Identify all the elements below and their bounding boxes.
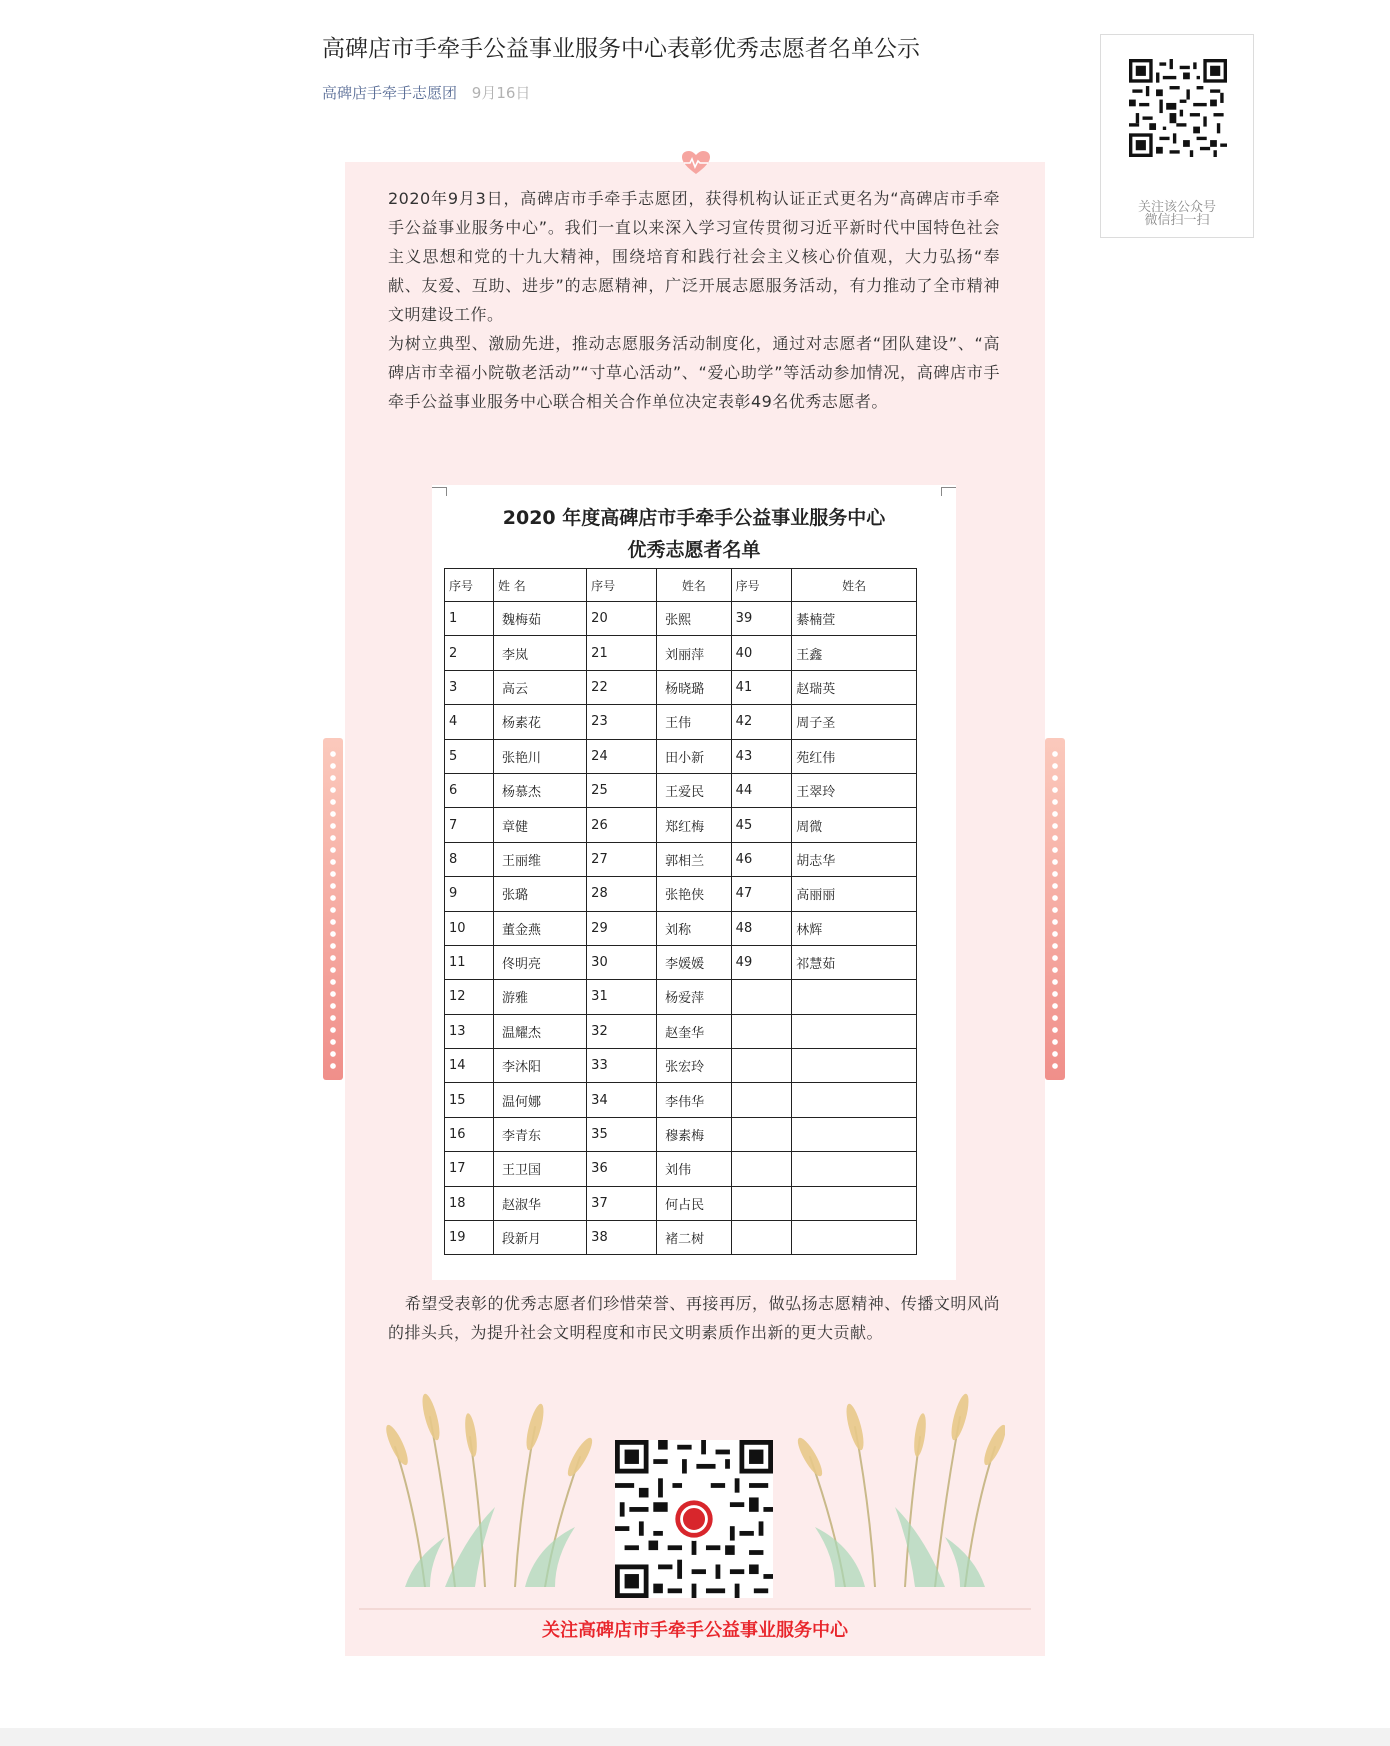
serial-number-cell: 44 [731, 773, 792, 807]
table-row [445, 1083, 917, 1117]
volunteer-name-cell: 张熙 [657, 602, 732, 636]
serial-number-cell [731, 1186, 792, 1220]
volunteer-name-cell [792, 1152, 917, 1186]
volunteer-name-cell: 郑红梅 [657, 808, 732, 842]
volunteer-name-cell: 温耀杰 [493, 1014, 586, 1048]
volunteer-name-cell: 杨慕杰 [493, 773, 586, 807]
serial-number-cell: 37 [587, 1186, 657, 1220]
table-header-row [445, 569, 917, 602]
volunteer-name-cell: 李青东 [493, 1117, 586, 1151]
volunteer-name-cell [792, 1083, 917, 1117]
volunteer-name-cell: 祁慧茹 [792, 945, 917, 979]
decorative-strip-left [323, 738, 343, 1080]
qr-code-icon [1129, 59, 1227, 157]
award-paragraph: 为树立典型、激励先进，推动志愿服务活动制度化，通过对志愿者“团队建设”、“高碑店市幸福小院敬老活动”“寸草心活动”、“爱心助学”等活动参加情况，高碑店市手牵手公益事业服务中心联合相关合作单位决定表彰49名优秀志愿者。 [388, 334, 1000, 411]
serial-number-cell: 45 [731, 808, 792, 842]
volunteer-name-cell: 周子圣 [792, 705, 917, 739]
volunteer-name-cell [792, 1014, 917, 1048]
serial-number-cell: 49 [731, 945, 792, 979]
article-title: 高碑店市手牵手公益事业服务中心表彰优秀志愿者名单公示 [322, 36, 920, 62]
serial-number-cell: 29 [587, 911, 657, 945]
table-row [445, 1152, 917, 1186]
volunteer-name-cell: 刘称 [657, 911, 732, 945]
serial-number-cell: 32 [587, 1014, 657, 1048]
serial-number-cell: 13 [445, 1014, 494, 1048]
table-row [445, 842, 917, 876]
serial-number-cell: 22 [587, 670, 657, 704]
serial-number-cell: 5 [445, 739, 494, 773]
volunteer-name-cell [792, 1049, 917, 1083]
volunteer-name-cell: 穆素梅 [657, 1117, 732, 1151]
volunteer-name-cell [792, 1221, 917, 1255]
serial-number-cell: 4 [445, 705, 494, 739]
table-row [445, 1117, 917, 1151]
table-row [445, 1186, 917, 1220]
volunteer-name-cell: 段新月 [493, 1221, 586, 1255]
volunteer-name-cell: 李伟华 [657, 1083, 732, 1117]
volunteer-name-cell: 张璐 [493, 877, 586, 911]
volunteer-name-cell: 魏梅茹 [493, 602, 586, 636]
follow-account-text: 关注高碑店市手牵手公益事业服务中心 [542, 1620, 848, 1641]
qr-code-icon [615, 1440, 773, 1598]
closing-paragraph: 希望受表彰的优秀志愿者们珍惜荣誉、再接再厉，做弘扬志愿精神、传播文明风尚的排头兵，为提升社会文明程度和市民文明素质作出新的更大贡献。 [388, 1294, 1000, 1342]
author-link[interactable]: 高碑店手牵手志愿团 [322, 84, 458, 102]
heart-icon [681, 150, 711, 176]
qr-caption-scan: 微信扫一扫 [1144, 213, 1210, 228]
table-row [445, 945, 917, 979]
serial-number-cell: 47 [731, 877, 792, 911]
volunteer-name-cell: 周微 [792, 808, 917, 842]
table-row [445, 1014, 917, 1048]
article-meta [322, 82, 530, 103]
serial-number-cell: 27 [587, 842, 657, 876]
serial-number-cell: 26 [587, 808, 657, 842]
serial-number-cell: 10 [445, 911, 494, 945]
serial-number-cell: 36 [587, 1152, 657, 1186]
serial-number-cell [731, 1049, 792, 1083]
volunteer-name-cell: 章健 [493, 808, 586, 842]
volunteer-name-cell [792, 1186, 917, 1220]
serial-number-cell: 24 [587, 739, 657, 773]
serial-number-cell: 33 [587, 1049, 657, 1083]
volunteer-name-cell: 赵奎华 [657, 1014, 732, 1048]
volunteer-name-cell [792, 980, 917, 1014]
serial-number-cell: 17 [445, 1152, 494, 1186]
serial-number-cell: 15 [445, 1083, 494, 1117]
volunteer-name-cell: 王卫国 [493, 1152, 586, 1186]
volunteer-name-cell: 何占民 [657, 1186, 732, 1220]
serial-number-cell: 20 [587, 602, 657, 636]
volunteer-name-cell: 游雅 [493, 980, 586, 1014]
volunteer-name-cell: 刘伟 [657, 1152, 732, 1186]
serial-number-cell: 21 [587, 636, 657, 670]
decorative-strip-right [1045, 738, 1065, 1080]
volunteer-list-image [432, 485, 956, 1280]
serial-number-cell: 46 [731, 842, 792, 876]
volunteer-name-cell [792, 1117, 917, 1151]
serial-number-cell: 43 [731, 739, 792, 773]
serial-number-cell: 14 [445, 1049, 494, 1083]
serial-number-cell [731, 1014, 792, 1048]
volunteer-name-cell: 高云 [493, 670, 586, 704]
volunteer-name-cell: 董金燕 [493, 911, 586, 945]
table-row [445, 602, 917, 636]
volunteer-name-cell: 张艳侠 [657, 877, 732, 911]
serial-number-cell: 2 [445, 636, 494, 670]
serial-number-cell [731, 980, 792, 1014]
serial-number-cell [731, 1083, 792, 1117]
volunteer-name-cell: 杨素花 [493, 705, 586, 739]
volunteer-name-cell: 王翠玲 [792, 773, 917, 807]
volunteer-name-cell: 王丽维 [493, 842, 586, 876]
volunteer-name-cell: 王伟 [657, 705, 732, 739]
table-header-cell: 序号 [587, 569, 657, 602]
serial-number-cell [731, 1221, 792, 1255]
qr-caption-follow: 关注该公众号 [1137, 200, 1216, 215]
table-header-cell: 姓名 [792, 569, 917, 602]
serial-number-cell: 3 [445, 670, 494, 704]
table-row [445, 911, 917, 945]
table-header-cell: 姓名 [657, 569, 732, 602]
serial-number-cell: 9 [445, 877, 494, 911]
list-subtitle: 优秀志愿者名单 [627, 539, 761, 561]
volunteer-name-cell: 綦楠萱 [792, 602, 917, 636]
volunteer-name-cell: 褚二树 [657, 1221, 732, 1255]
volunteer-name-cell: 林辉 [792, 911, 917, 945]
table-row [445, 1049, 917, 1083]
serial-number-cell: 40 [731, 636, 792, 670]
intro-paragraph: 2020年9月3日，高碑店市手牵手志愿团，获得机构认证正式更名为“高碑店市手牵手公益事业服务中心”。我们一直以来深入学习宣传贯彻习近平新时代中国特色社会主义思想和党的十九大精神，围绕培育和践行社会主义核心价值观，大力弘扬“奉献、友爱、互助、进步”的志愿精神，广泛开展志愿服务活动，有力推动了全市精神文明建设工作。 [388, 189, 1000, 324]
volunteer-name-cell: 王爱民 [657, 773, 732, 807]
serial-number-cell: 28 [587, 877, 657, 911]
volunteer-name-cell: 杨爱萍 [657, 980, 732, 1014]
volunteer-name-cell: 杨晓璐 [657, 670, 732, 704]
table-header-cell: 序号 [731, 569, 792, 602]
page-footer-bar [0, 1728, 1390, 1746]
table-row [445, 636, 917, 670]
volunteer-name-cell: 高丽丽 [792, 877, 917, 911]
volunteer-name-cell: 张艳川 [493, 739, 586, 773]
serial-number-cell: 48 [731, 911, 792, 945]
volunteer-name-cell: 郭相兰 [657, 842, 732, 876]
volunteer-name-cell: 赵瑞英 [792, 670, 917, 704]
serial-number-cell: 12 [445, 980, 494, 1014]
serial-number-cell [731, 1117, 792, 1151]
table-row [445, 808, 917, 842]
serial-number-cell: 1 [445, 602, 494, 636]
volunteer-name-cell: 李沐阳 [493, 1049, 586, 1083]
serial-number-cell: 25 [587, 773, 657, 807]
volunteer-name-cell: 温何娜 [493, 1083, 586, 1117]
bottom-qr-code [615, 1440, 773, 1598]
serial-number-cell: 41 [731, 670, 792, 704]
table-row [445, 877, 917, 911]
serial-number-cell: 16 [445, 1117, 494, 1151]
volunteer-name-cell: 张宏玲 [657, 1049, 732, 1083]
serial-number-cell: 34 [587, 1083, 657, 1117]
serial-number-cell: 11 [445, 945, 494, 979]
serial-number-cell: 42 [731, 705, 792, 739]
table-header-cell: 姓 名 [493, 569, 586, 602]
serial-number-cell: 38 [587, 1221, 657, 1255]
article-body [345, 162, 1045, 1656]
volunteer-name-cell: 李媛媛 [657, 945, 732, 979]
volunteer-name-cell: 赵淑华 [493, 1186, 586, 1220]
divider [359, 1608, 1031, 1610]
serial-number-cell: 6 [445, 773, 494, 807]
serial-number-cell: 39 [731, 602, 792, 636]
serial-number-cell: 7 [445, 808, 494, 842]
serial-number-cell: 8 [445, 842, 494, 876]
serial-number-cell: 31 [587, 980, 657, 1014]
serial-number-cell [731, 1152, 792, 1186]
serial-number-cell: 30 [587, 945, 657, 979]
volunteer-name-cell: 苑红伟 [792, 739, 917, 773]
volunteer-name-cell: 刘丽萍 [657, 636, 732, 670]
volunteer-table [444, 568, 917, 1255]
table-row [445, 980, 917, 1014]
table-row [445, 705, 917, 739]
table-row [445, 670, 917, 704]
table-header-cell: 序号 [445, 569, 494, 602]
volunteer-name-cell: 王鑫 [792, 636, 917, 670]
table-row [445, 773, 917, 807]
volunteer-name-cell: 胡志华 [792, 842, 917, 876]
list-title: 2020 年度高碑店市手牵手公益事业服务中心 [502, 507, 886, 529]
publish-date: 9月16日 [471, 84, 531, 102]
volunteer-name-cell: 田小新 [657, 739, 732, 773]
serial-number-cell: 19 [445, 1221, 494, 1255]
volunteer-name-cell: 李岚 [493, 636, 586, 670]
serial-number-cell: 23 [587, 705, 657, 739]
serial-number-cell: 35 [587, 1117, 657, 1151]
table-row [445, 739, 917, 773]
table-row [445, 1221, 917, 1255]
serial-number-cell: 18 [445, 1186, 494, 1220]
volunteer-name-cell: 佟明亮 [493, 945, 586, 979]
